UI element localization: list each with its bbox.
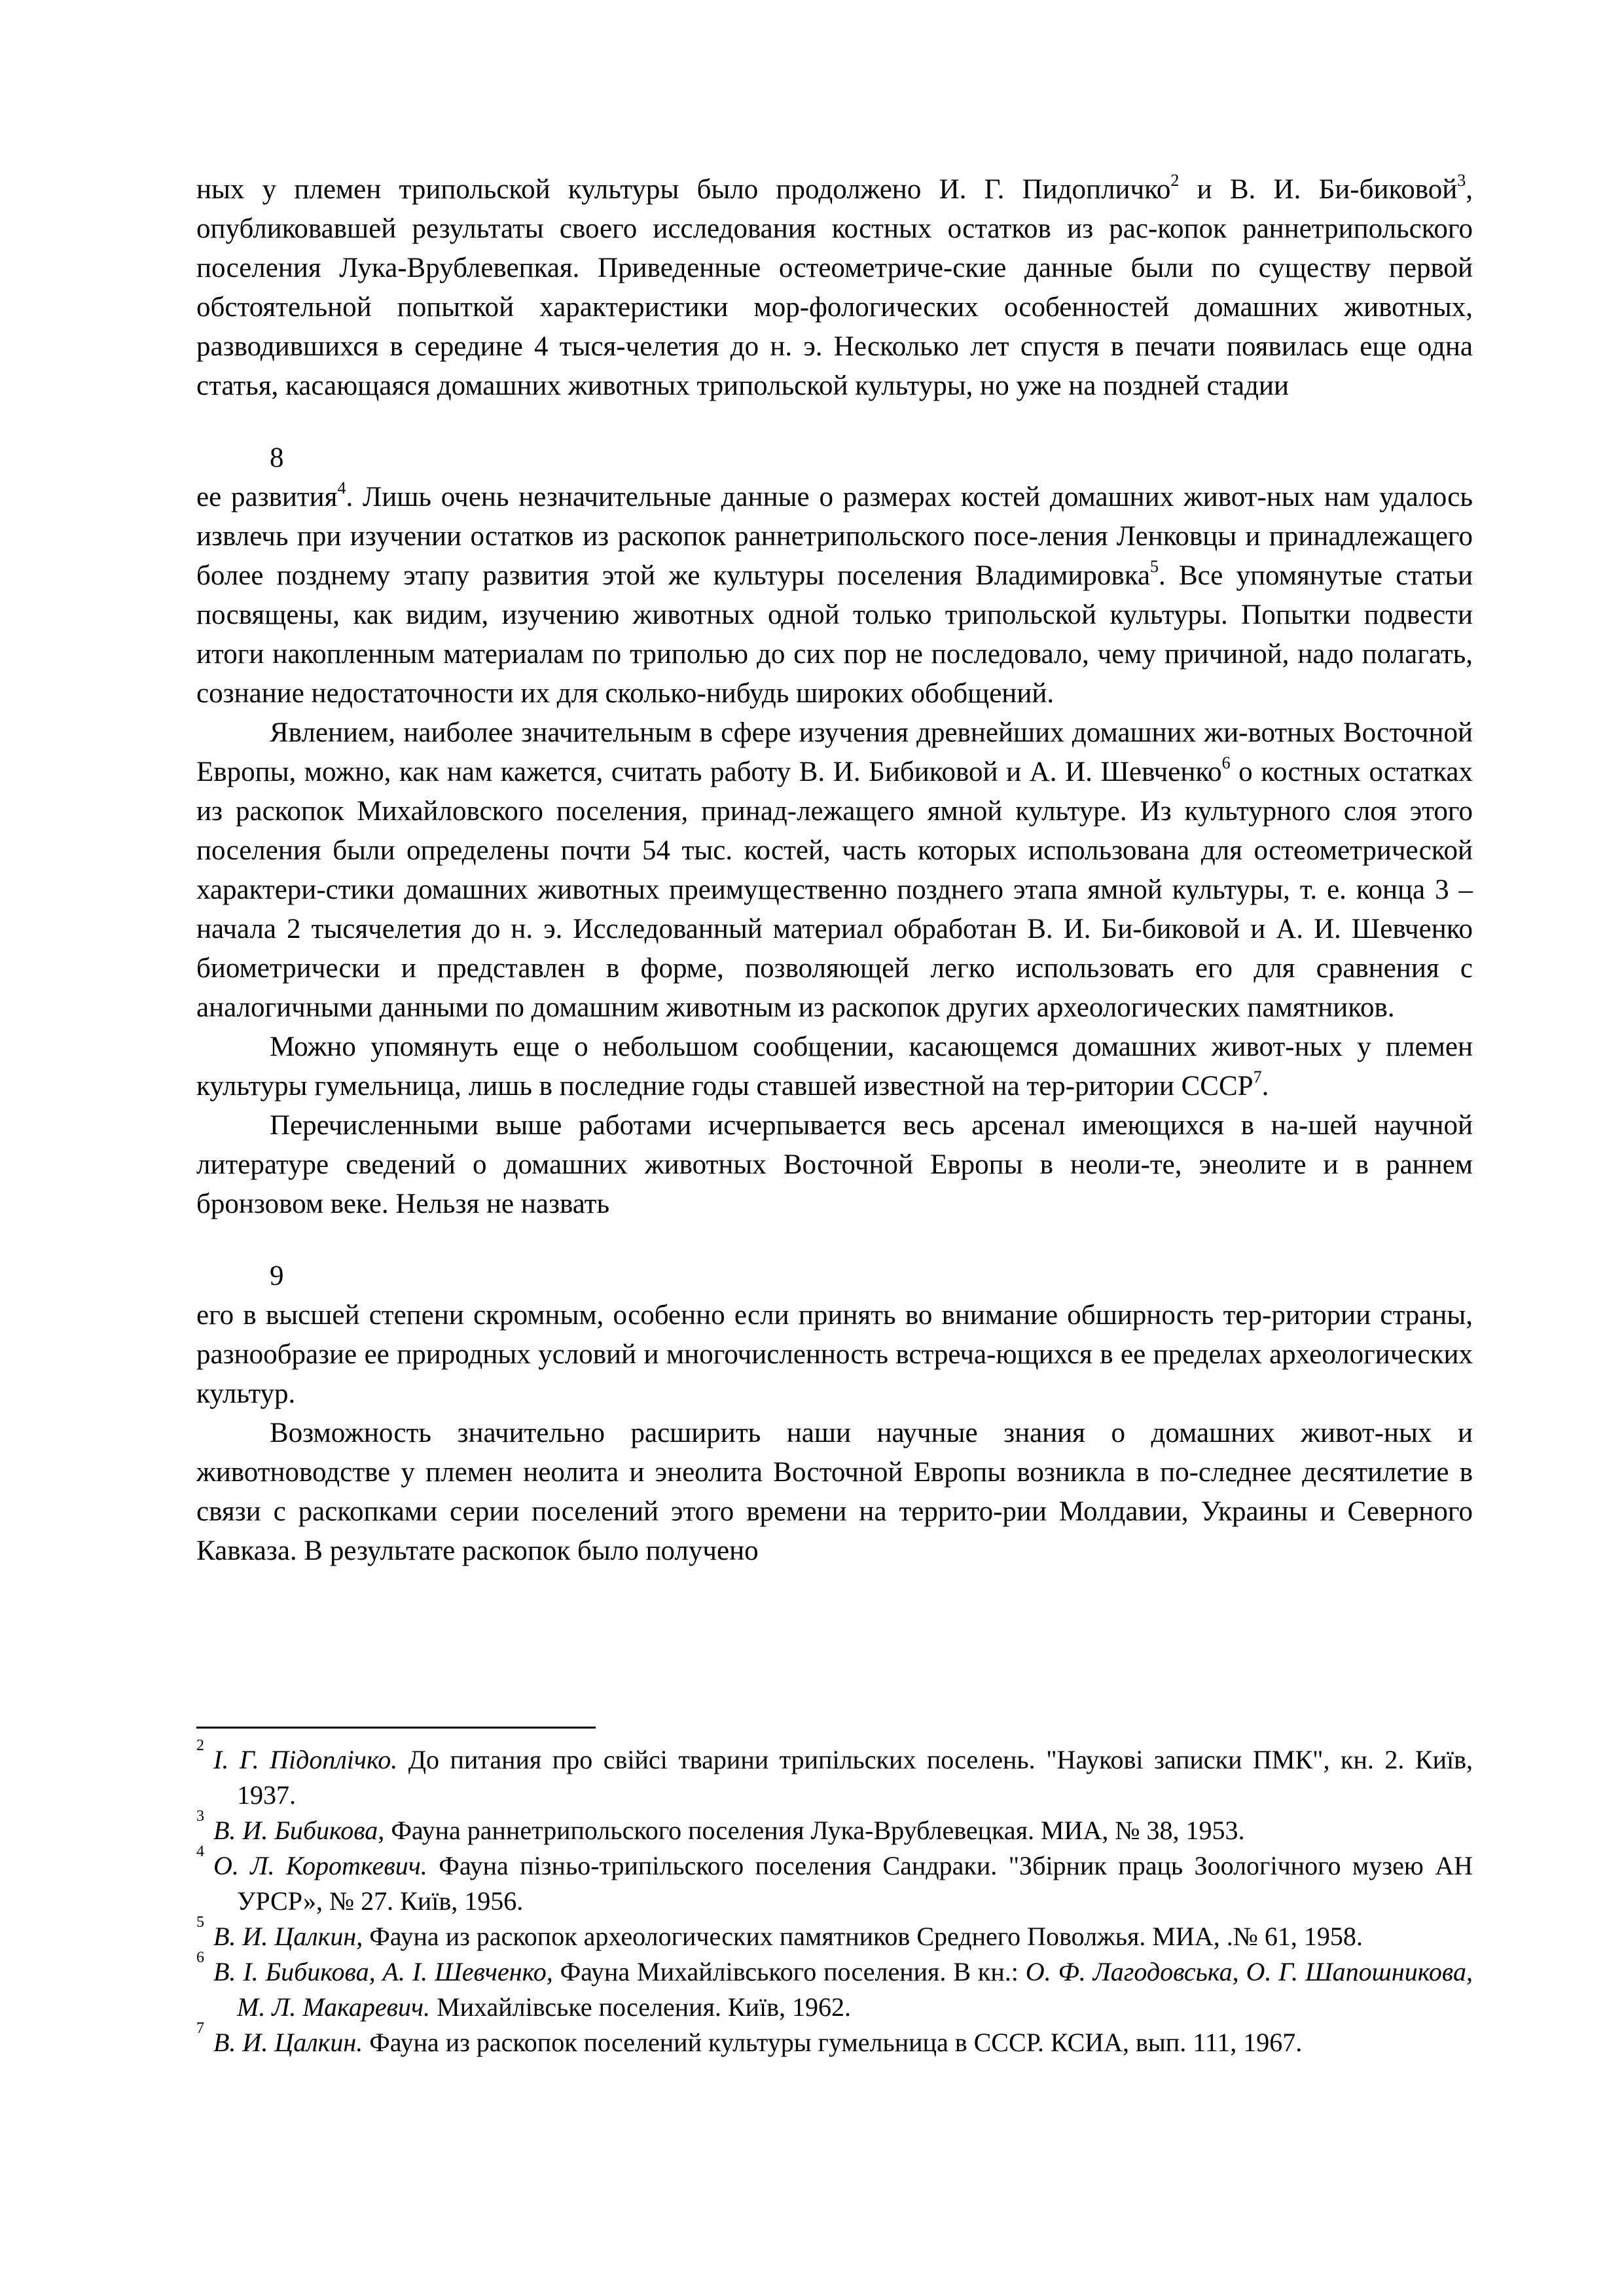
paragraph: Можно упомянуть еще о небольшом сообщении, касающемся домашних живот-ных у племен культуры гумельница, лишь в последние годы ставшей известной на тер-ритории СССР$^7$. <box>196 1031 1473 1102</box>
page-number: 8 <box>270 442 284 473</box>
footnote-author: В. И. Бибикова, <box>213 1816 385 1845</box>
footnote-ref[interactable]: 7 <box>1253 1067 1262 1086</box>
footnote-ref[interactable]: 5 <box>1150 556 1159 576</box>
footnote-author: О. Л. Короткевич. <box>213 1851 427 1880</box>
footnote-ref[interactable]: 6 <box>1221 753 1231 772</box>
paragraph: ее развития$^4$. Лишь очень незначительные данные о размерах костей домашних живот-ных нам удалось извлечь при изучении остатков из раскопок раннетрипольского посе-ления Ленковцы и принадлежащего более позднему этапу развития этой же культуры поселения Владимировка$^5$. Все упомянутые статьи посвящены, как видим, изучению животных одной только трипольской культуры. Попытки подвести итоги накопленным материалам по триполью до сих пор не последовало, чему причиной, надо полагать, сознание недостаточности их для сколько-нибудь широких обобщений. <box>196 478 1473 709</box>
paragraph: Возможность значительно расширить наши научные знания о домашних живот-ных и животноводстве у племен неолита и энеолита Восточной Европы возникла в по-следнее десятилетие в связи с раскопками серии поселений этого времени на террито-рии Молдавии, Украины и Северного Кавказа. В результате раскопок было получено <box>196 1418 1473 1566</box>
footnote: $^7$ В. И. Цалкин. Фауна из раскопок поселений культуры гумельница в СССР. КСИА, вып. 111, 1967. <box>196 2019 1303 2057</box>
paragraph: ных у племен трипольской культуры было продолжено И. Г. Пидопличко$^2$ и В. И. Би-биковой$^3$, опубликовавшей результаты своего исследования костных остатков из рас-копок раннетрипольского поселения Лука-Врублевепкая. Приведенные остеометриче-ские данные были по существу первой обстоятельной попыткой характеристики мор-фологических особенностей домашних животных, разводившихся в середине 4 тыся-челетия до н. э. Несколько лет спустя в печати появилась еще одна статья, касающаяся домашних животных трипольской культуры, но уже на поздней стадии <box>196 170 1473 401</box>
footnote: $^5$ В. И. Цалкин, Фауна из раскопок археологических памятников Среднего Поволжья. МИА, .№ 61, 1958. <box>196 1913 1363 1951</box>
footnote: $^2$ І. Г. Підоплічко. До питания про свійсі тварини трипільских поселень. "Наукові записки ПМК", кн. 2. Київ, 1937. <box>196 1736 1473 1810</box>
paragraph: Явлением, наиболее значительным в сфере изучения древнейших домашних жи-вотных Восточной Европы, можно, как нам кажется, считать работу В. И. Бибиковой и А. И. Шевченко$^6$ о костных остатках из раскопок Михайловского поселения, принад-лежащего ямной культуре. Из культурного слоя этого поселения были определены почти 54 тыс. костей, часть которых использована для остеометрической характери-стики домашних животных преимущественно позднего этапа ямной культуры, т. е. конца 3 – начала 2 тысячелетия до н. э. Исследованный материал обработан В. И. Би-биковой и А. И. Шевченко биометрически и представлен в форме, позволяющей легко использовать его для сравнения с аналогичными данными по домашним животным из раскопок других археологических памятников. <box>196 717 1473 1023</box>
footnote-author: В. І. Бибикова, А. І. Шевченко, <box>213 1957 553 1986</box>
main-text <box>196 170 1473 1571</box>
footnote-author: В. И. Цалкин. <box>213 2028 363 2057</box>
footnote-ref[interactable]: 2 <box>1170 170 1180 190</box>
footnote-separator <box>196 1727 596 1729</box>
footnote-ref[interactable]: 4 <box>337 478 346 497</box>
footnotes <box>196 1736 1473 2060</box>
page-number: 9 <box>270 1261 284 1291</box>
footnote-author: І. Г. Підоплічко. <box>213 1745 398 1774</box>
footnote-author: В. И. Цалкин, <box>213 1922 363 1951</box>
paragraph: его в высшей степени скромным, особенно если принять во внимание обширность тер-ритории страны, разнообразие ее природных условий и многочисленность встреча-ющихся в ее пределах археологических культур. <box>196 1300 1473 1409</box>
footnote: $^4$ О. Л. Короткевич. Фауна пізньо-трипільского поселения Сандраки. "Збірник праць Зоологічного музею АН УРСР», № 27. Київ, 1956. <box>196 1842 1473 1916</box>
footnote: $^3$ В. И. Бибикова, Фауна раннетрипольского поселения Лука-Врублевецкая. МИА, № 38, 1953. <box>196 1807 1245 1845</box>
paragraph: Перечисленными выше работами исчерпывается весь арсенал имеющихся в на-шей научной литературе сведений о домашних животных Восточной Европы в неоли-те, энеолите и в раннем бронзовом веке. Нельзя не назвать <box>196 1110 1473 1219</box>
footnote-ref[interactable]: 3 <box>1457 170 1466 190</box>
footnote-author: О. Ф. Лагодовська, О. Г. Шапошникова, М. Л. Макаревич. <box>237 1957 1473 2022</box>
footnote: $^6$ В. І. Бибикова, А. І. Шевченко, Фауна Михайлівського поселения. В кн.: О. Ф. Лагодовська, О. Г. Шапошникова, М. Л. Макаревич. Михайлівське поселения. Київ, 1962. <box>196 1948 1473 2022</box>
